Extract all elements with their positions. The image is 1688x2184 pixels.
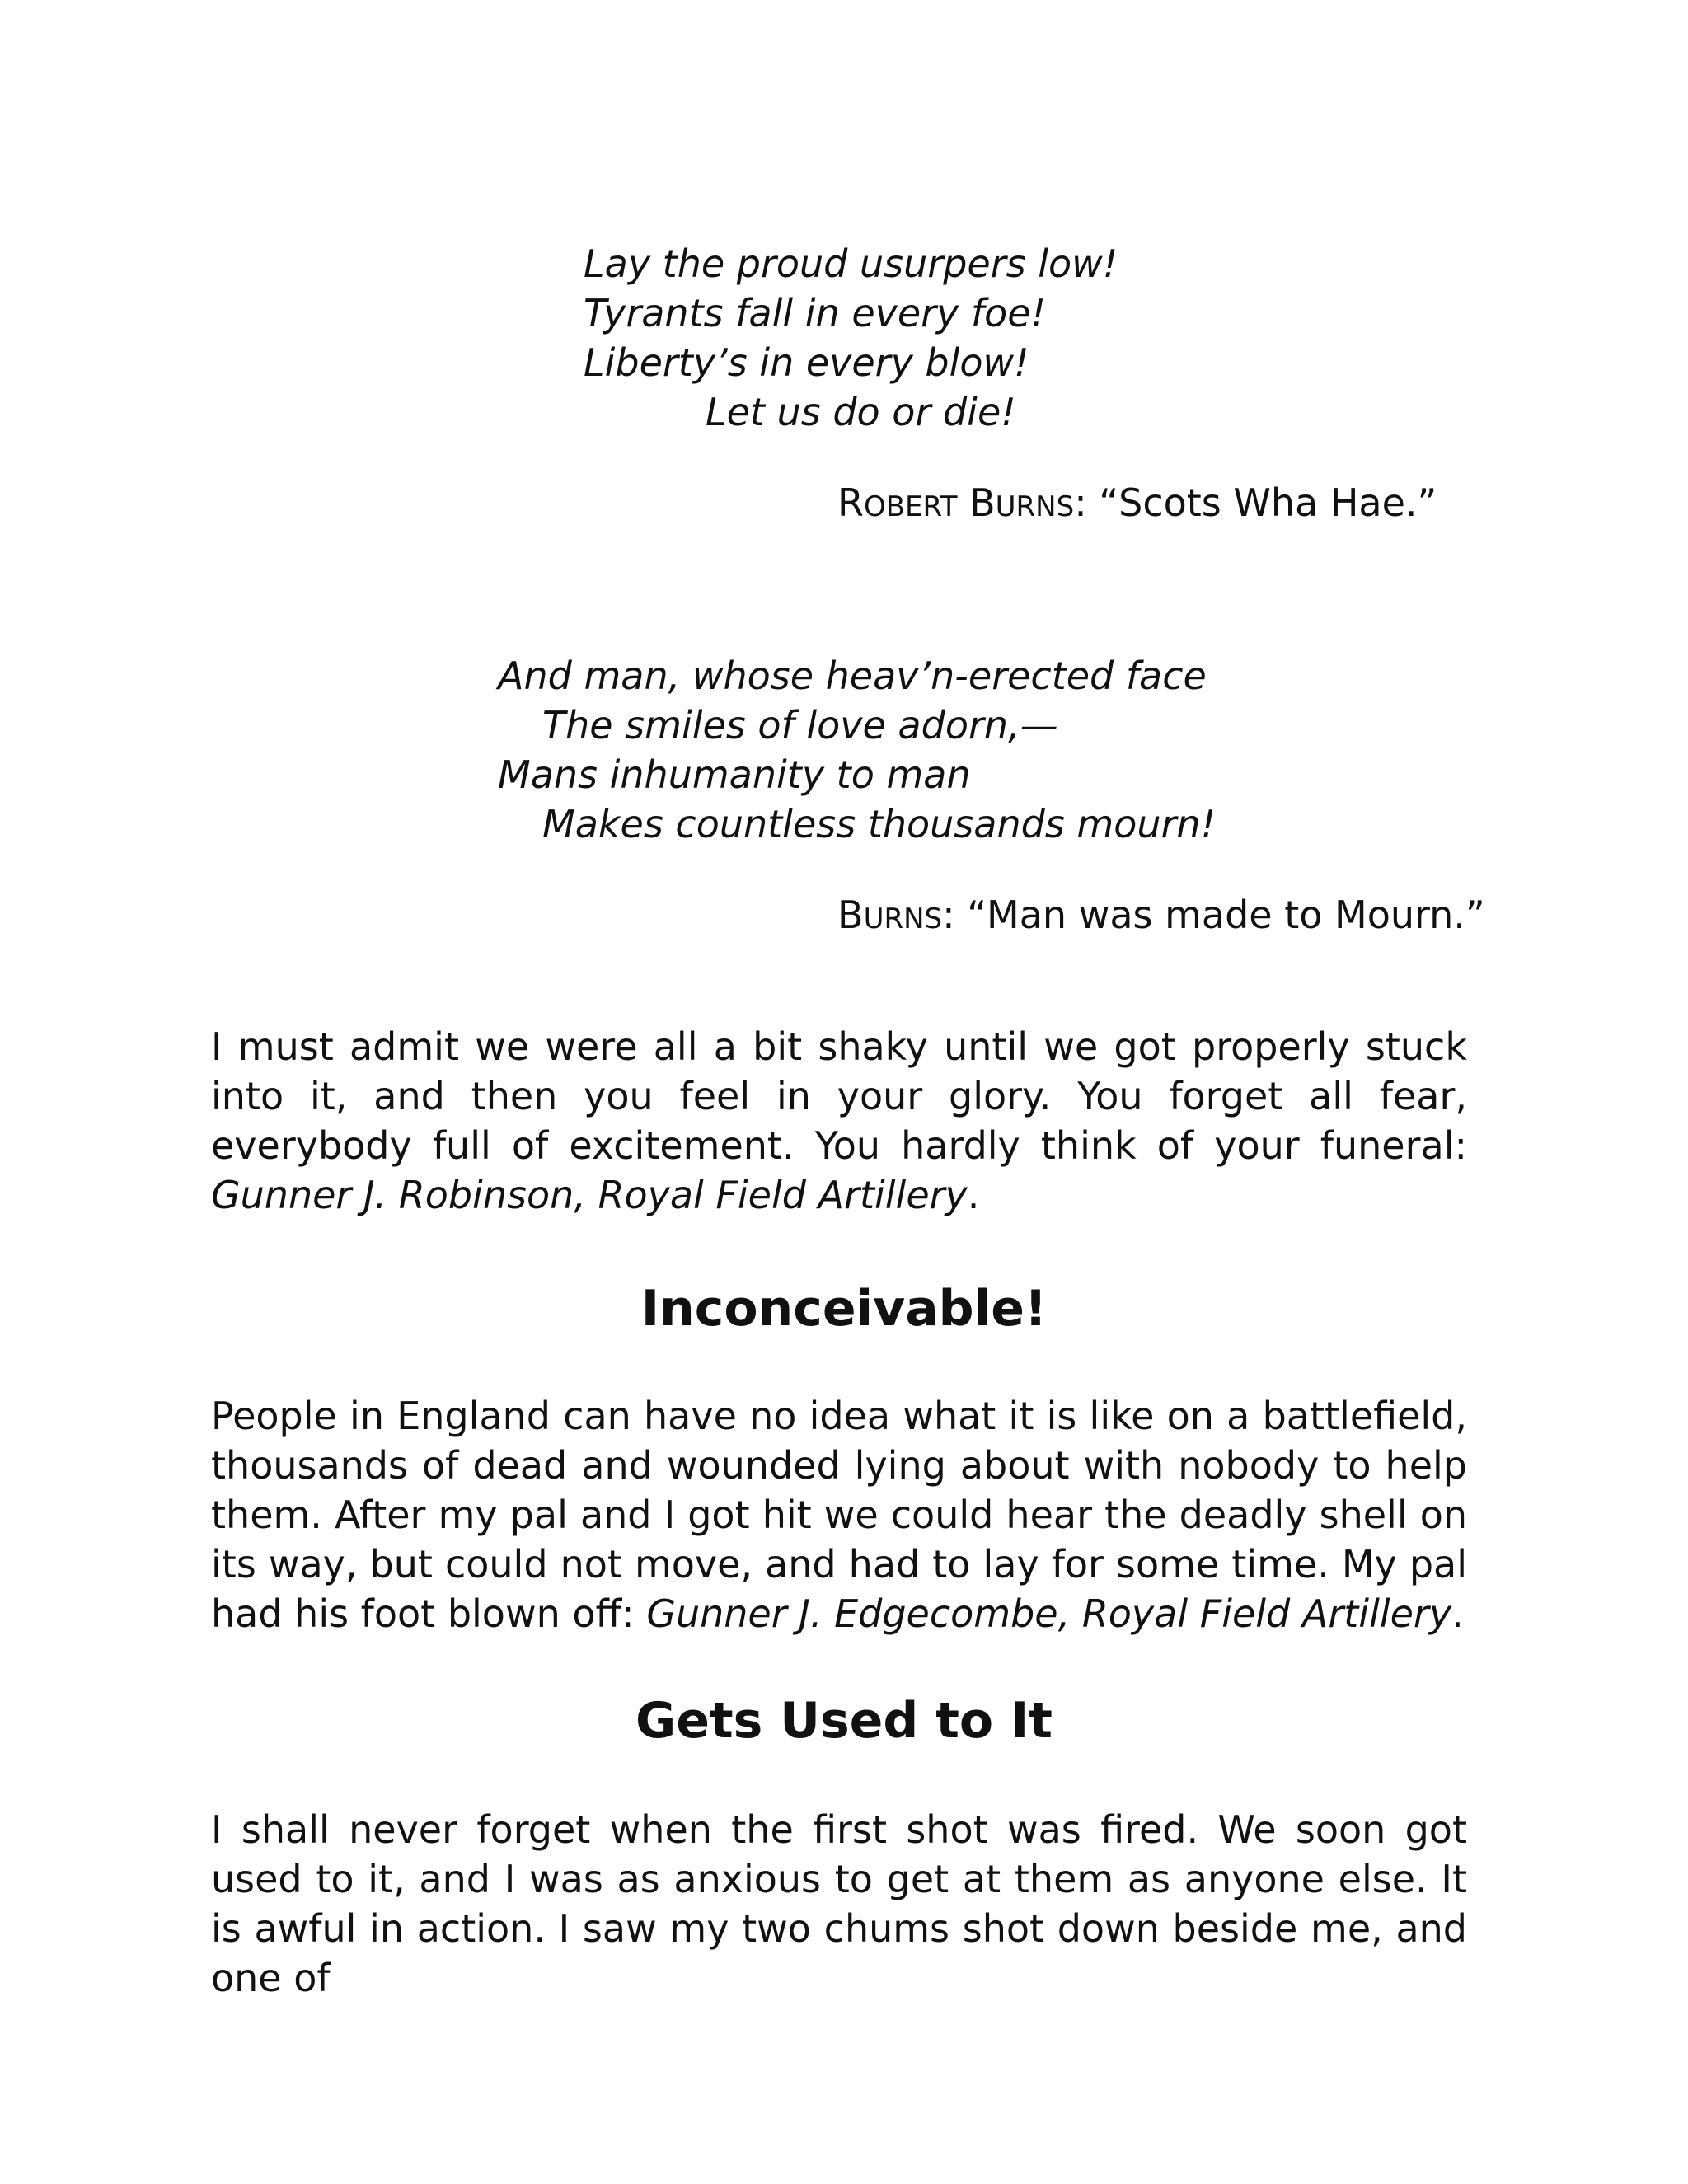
author-first-initial: R xyxy=(837,480,864,525)
paragraph-first-shot xyxy=(211,1805,1467,2003)
paragraph-edgecombe xyxy=(211,1391,1467,1638)
paragraph-robinson xyxy=(211,1022,1467,1220)
verse-line: Makes countless thousands mourn! xyxy=(542,802,1217,846)
paragraph-source: Gunner J. Robinson, Royal Field Artillery xyxy=(211,1173,968,1217)
verse-line: Lay the proud usurpers low! xyxy=(584,241,1118,286)
paragraph-text: I must admit we were all a bit shaky until we got properly stuck into it, and then you feel in your glory. You forget all fear, everybody full of excitement. You hardly think of your funeral: xyxy=(211,1024,1467,1168)
attribution-scots-wha-hae xyxy=(837,478,1437,532)
verse-line: Mans inhumanity to man xyxy=(498,752,971,797)
author-first-rest: OBERT xyxy=(863,490,958,523)
verse-scots-wha-hae xyxy=(584,239,1118,437)
author-initial: B xyxy=(837,893,864,937)
section-heading-gets-used-to-it: Gets Used to It xyxy=(635,1692,1053,1750)
verse-line: The smiles of love adorn,— xyxy=(542,703,1058,748)
work-title: : “Scots Wha Hae.” xyxy=(1074,480,1437,525)
author-rest: URNS xyxy=(863,902,943,935)
verse-man-was-made-to-mourn xyxy=(498,651,1216,849)
author-last-rest: URNS xyxy=(995,490,1075,523)
paragraph-end: . xyxy=(967,1173,980,1217)
paragraph-end: . xyxy=(1451,1591,1464,1636)
paragraph-source: Gunner J. Edgecombe, Royal Field Artillery xyxy=(646,1591,1452,1636)
work-title: : “Man was made to Mourn.” xyxy=(942,893,1485,937)
paragraph-text: People in England can have no idea what it is like on a battlefield, thousands of dead and wounded lying about with nobody to help them. After my pal and I got hit we could hear the deadly shell on its way, but could not move, and had to lay for some time. My pal had his foot blown off: xyxy=(211,1394,1467,1636)
attribution-man-was-made-to-mourn xyxy=(837,890,1485,944)
verse-line: Tyrants fall in every foe! xyxy=(584,291,1046,335)
verse-line: Let us do or die! xyxy=(706,390,1016,434)
author-last-initial: B xyxy=(969,480,996,525)
section-heading-inconceivable: Inconceivable! xyxy=(640,1280,1048,1338)
verse-line: Liberty’s in every blow! xyxy=(584,340,1029,385)
paragraph-text: I shall never forget when the first shot was fired. We soon got used to it, and I was as anxious to get at them as anyone else. It is awful in action. I saw my two chums shot down beside me, and one of xyxy=(211,1807,1467,2000)
verse-line: And man, whose heav’n-erected face xyxy=(498,654,1207,698)
